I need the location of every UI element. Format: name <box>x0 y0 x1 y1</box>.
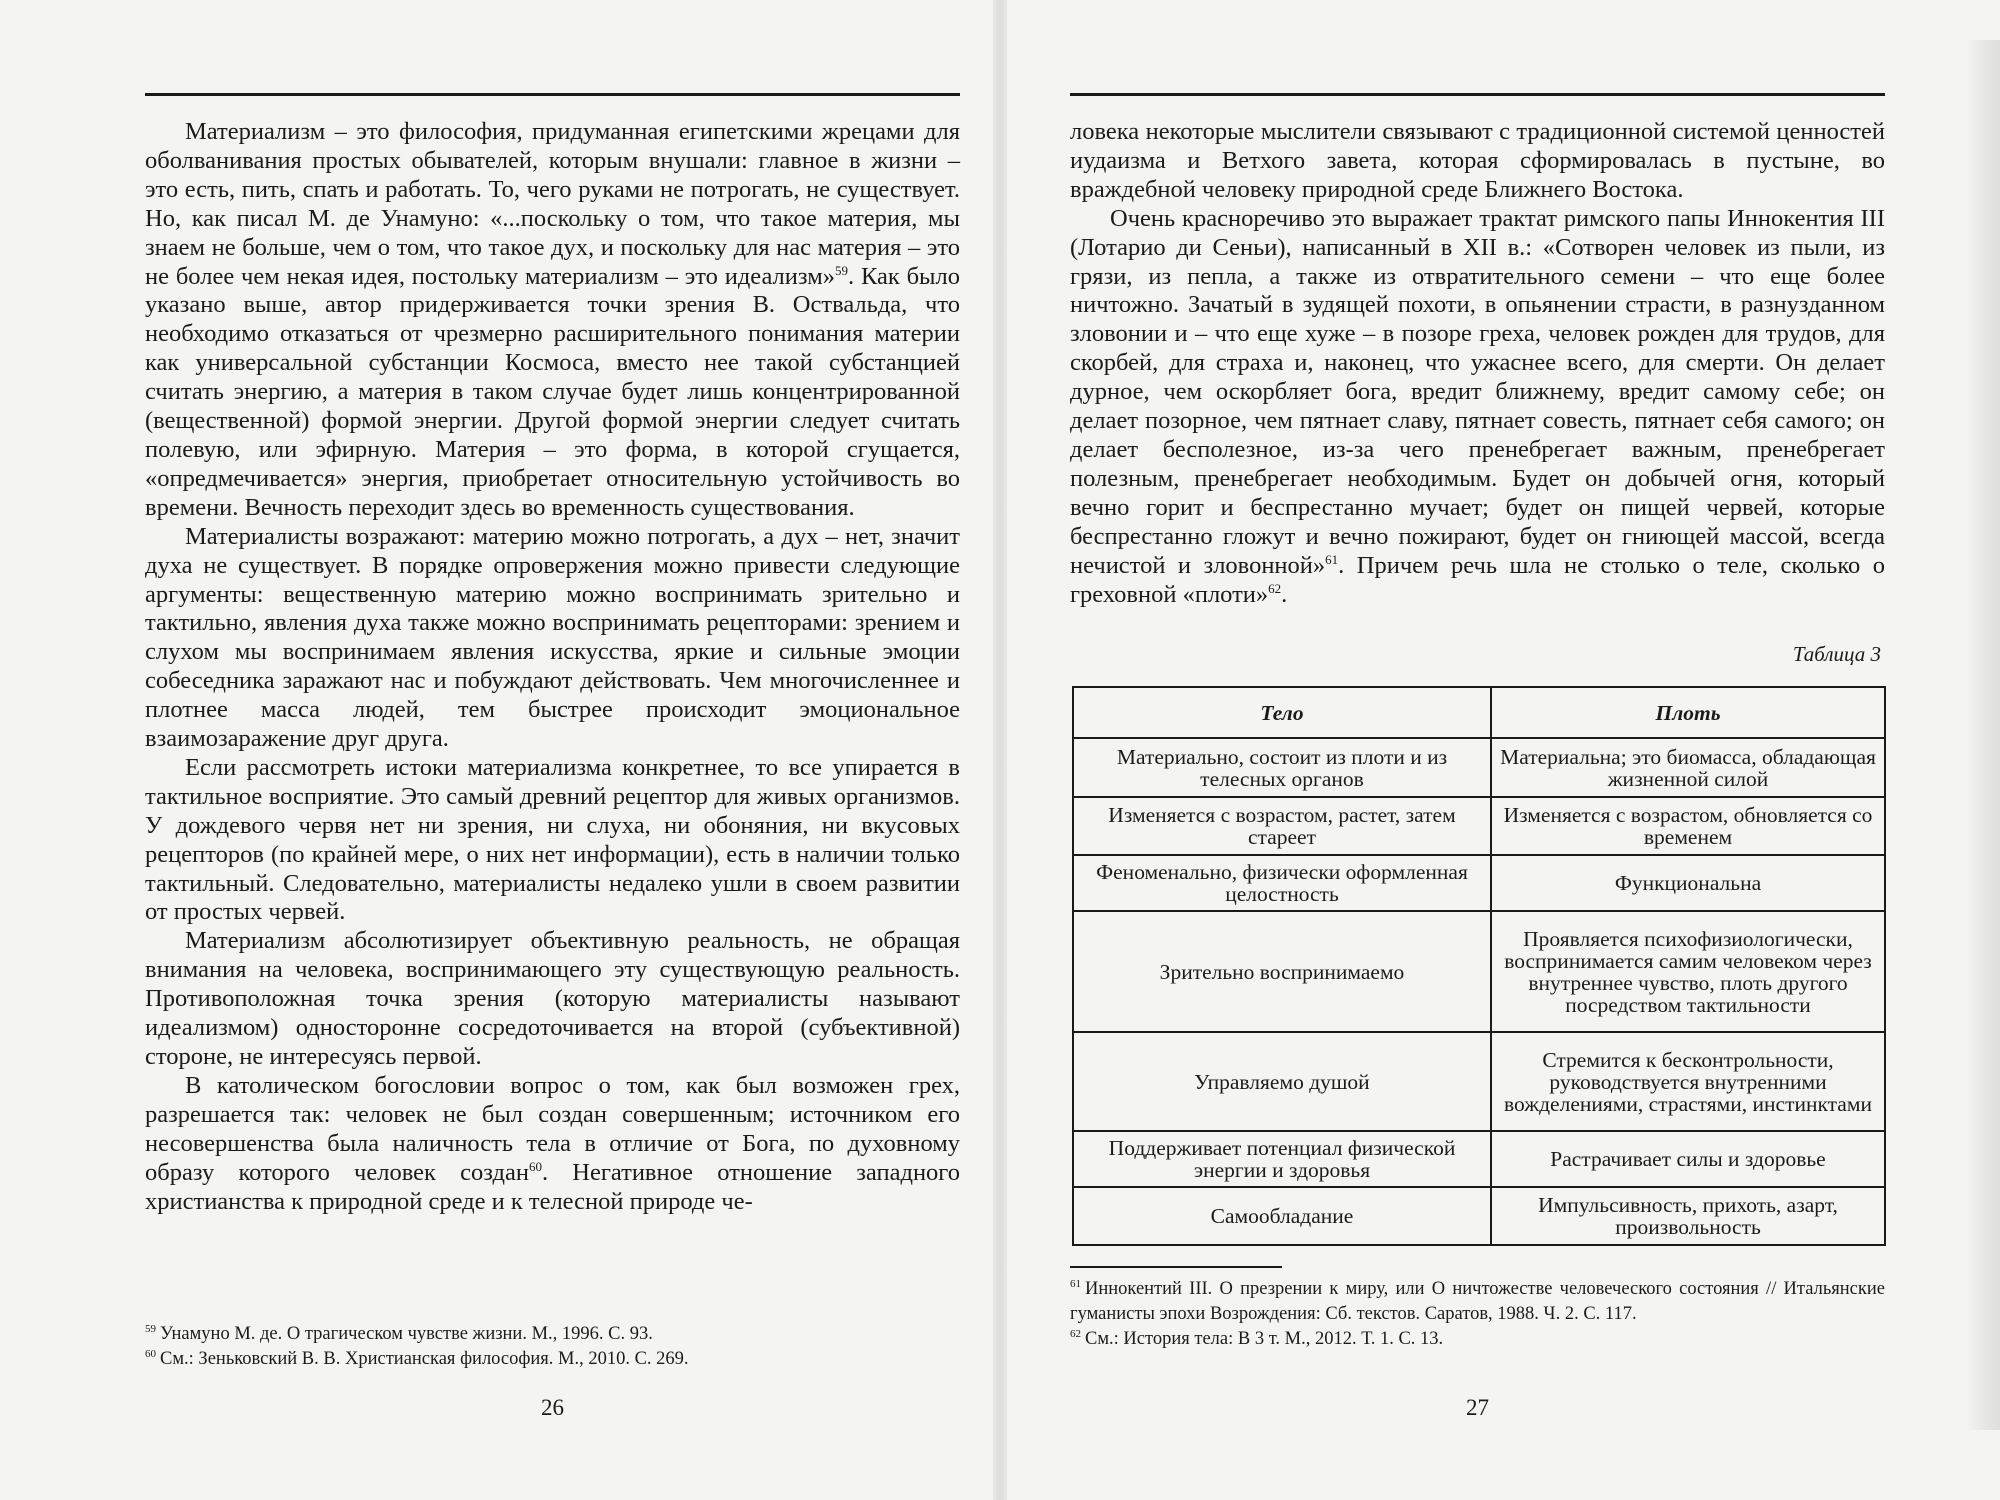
table-cell: Изменяется с возрастом, растет, затем стареет <box>1073 797 1491 855</box>
left-body-text <box>145 118 960 1216</box>
table-row <box>1073 797 1885 855</box>
paragraph: Материализм – это философия, придуманная египетскими жрецами для оболванивания простых обывателей, которым внушали: главное в жизни – это есть, пить, спать и работать. То, чего руками не потрогать, не существует. Но, как писал М. де Унамуно: «...поскольку о том, что такое материя, мы знаем не больше, чем о том, что такое дух, и поскольку для нас материя – это не более чем некая идея, постольку материализм – это идеализм»$^{59}$. Как было указано выше, автор придерживается точки зрения В. Оствальда, что необходимо отказаться от чрезмерно расширительного понимания материи как универсальной субстанции Космоса, вместо нее такой субстанцией считать энергию, а материя в таком случае будет лишь концентрированной (вещественной) формой энергии. Другой формой энергии следует считать полевую, или эфирную. Материя – это форма, в которой сгущается, «опредмечивается» энергия, приобретает относительную устойчивость во времени. Вечность переходит здесь во временность существования. <box>145 118 960 521</box>
table-cell: Управляемо душой <box>1073 1032 1491 1131</box>
column-header: Плоть <box>1491 687 1885 738</box>
right-page <box>1070 0 1885 1500</box>
table-cell: Проявляется психофизиологически, воспринимается самим человеком через внутреннее чувство, плоть другого посредством тактильности <box>1491 911 1885 1032</box>
footnote: $^{60}$ См.: Зеньковский В. В. Христианская философия. М., 2010. С. 269. <box>145 1347 689 1369</box>
table-cell: Феноменально, физически оформленная целостность <box>1073 855 1491 911</box>
table-cell: Импульсивность, прихоть, азарт, произвольность <box>1491 1187 1885 1245</box>
table-cell: Изменяется с возрастом, обновляется со временем <box>1491 797 1885 855</box>
right-body-text <box>1070 118 1885 609</box>
table-row <box>1073 1032 1885 1131</box>
header-rule <box>1070 93 1885 96</box>
footnote-ref[interactable]: 59 <box>834 262 848 278</box>
table-cell: Стремится к бесконтрольности, руководствуется внутренними вожделениями, страстями, инстинктами <box>1491 1032 1885 1131</box>
footnote-ref[interactable]: 60 <box>528 1158 542 1174</box>
table-header-row <box>1073 687 1885 738</box>
table-cell: Материальна; это биомасса, обладающая жизненной силой <box>1491 738 1885 797</box>
footnote: $^{62}$ См.: История тела: В 3 т. М., 2012. Т. 1. С. 13. <box>1070 1327 1444 1349</box>
left-page <box>145 0 960 1500</box>
header-rule <box>145 93 960 96</box>
column-header: Тело <box>1073 687 1491 738</box>
footnote-rule <box>1070 1266 1282 1268</box>
table-cell: Самообладание <box>1073 1187 1491 1245</box>
paragraph: Материалисты возражают: материю можно потрогать, а дух – нет, значит духа не существует. В порядке опровержения можно привести следующие аргументы: вещественную материю можно воспринимать зрительно и тактильно, явления духа также можно воспринимать рецепторами: зрением и слухом мы воспринимаем явления искусства, яркие и сильные эмоции собеседника заражают нас и побуждают действовать. Чем многочисленнее и плотнее масса людей, тем быстрее происходит эмоциональное взаимозаражение друг друга. <box>145 522 960 753</box>
table-cell: Материально, состоит из плоти и из телесных органов <box>1073 738 1491 797</box>
footnote: $^{61}$ Иннокентий III. О презрении к миру, или О ничтожестве человеческого состояния // Итальянские гуманисты эпохи Возрождения: Сб. текстов. Саратов, 1988. Ч. 2. С. 117. <box>1070 1277 1885 1324</box>
table-row <box>1073 855 1885 911</box>
paragraph: ловека некоторые мыслители связывают с традиционной системой ценностей иудаизма и Ветхого завета, которая сформировалась в пустыне, во враждебной человеку природной среде Ближнего Востока. <box>1070 118 1885 203</box>
table-cell: Зрительно воспринимаемо <box>1073 911 1491 1032</box>
paragraph: Материализм абсолютизирует объективную реальность, не обращая внимания на человека, воспринимающего эту существующую реальность. Противоположная точка зрения (которую материалисты называют идеализмом) односторонне сосредоточивается на второй (субъективной) стороне, не интересуясь первой. <box>145 927 960 1070</box>
page-number: 26 <box>541 1395 564 1420</box>
table-cell: Функциональна <box>1491 855 1885 911</box>
table-row <box>1073 1187 1885 1245</box>
paragraph: Очень красноречиво это выражает трактат римского папы Иннокентия III (Лотарио ди Сеньи), написанный в XII в.: «Сотворен человек из пыли, из грязи, из пепла, а также из отвратительного семени – что еще более ничтожно. Зачатый в зудящей похоти, в опьянении страсти, в разнузданном зловонии и – что еще хуже – в позоре греха, человек рожден для трудов, для скорбей, для страха и, наконец, что ужаснее всего, для смерти. Он делает дурное, чем оскорбляет бога, вредит ближнему, вредит самому себе; он делает позорное, чем пятнает славу, пятнает совесть, пятнает себя самого; он делает бесполезное, из-за чего пренебрегает важным, пренебрегает полезным, пренебрегает необходимым. Будет он добычей огня, который вечно горит и беспрестанно мучает; будет он пищей червей, которые беспрестанно гложут и вечно пожирают, будет он гниющей массой, всегда нечистой и зловонной»$^{61}$. Причем речь шла не столько о теле, сколько о греховной «плоти»$^{62}$. <box>1070 204 1885 608</box>
table-cell: Растрачивает силы и здоровье <box>1491 1131 1885 1187</box>
footnote-ref[interactable]: 61 <box>1325 551 1339 567</box>
page-number: 27 <box>1466 1395 1489 1420</box>
comparison-table <box>1072 686 1886 1246</box>
table-row <box>1073 738 1885 797</box>
table-caption: Таблица 3 <box>1792 642 1881 666</box>
footnote-ref[interactable]: 62 <box>1268 580 1282 596</box>
right-footnotes <box>1070 1277 1885 1352</box>
left-footnotes <box>145 1322 960 1372</box>
footnote: $^{59}$ Унамуно М. де. О трагическом чувстве жизни. М., 1996. С. 93. <box>145 1322 653 1344</box>
table-row <box>1073 1131 1885 1187</box>
paragraph: Если рассмотреть истоки материализма конкретнее, то все упирается в тактильное восприятие. Это самый древний рецептор для живых организмов. У дождевого червя нет ни зрения, ни слуха, ни обоняния, ни вкусовых рецепторов (по крайней мере, о них нет информации), есть в наличии только тактильный. Следовательно, материалисты недалеко ушли в своем развитии от простых червей. <box>145 753 960 926</box>
table-cell: Поддерживает потенциал физической энергии и здоровья <box>1073 1131 1491 1187</box>
page-edge-shadow <box>1966 40 2000 1430</box>
paragraph: В католическом богословии вопрос о том, как был возможен грех, разрешается так: человек не был создан совершенным; источником его несовершенства была наличность тела в отличие от Бога, по духовному образу которого человек создан$^{60}$. Негативное отношение западного христианства к природной среде и к телесной природе че- <box>145 1071 960 1215</box>
book-gutter <box>993 0 1007 1500</box>
table-row <box>1073 911 1885 1032</box>
